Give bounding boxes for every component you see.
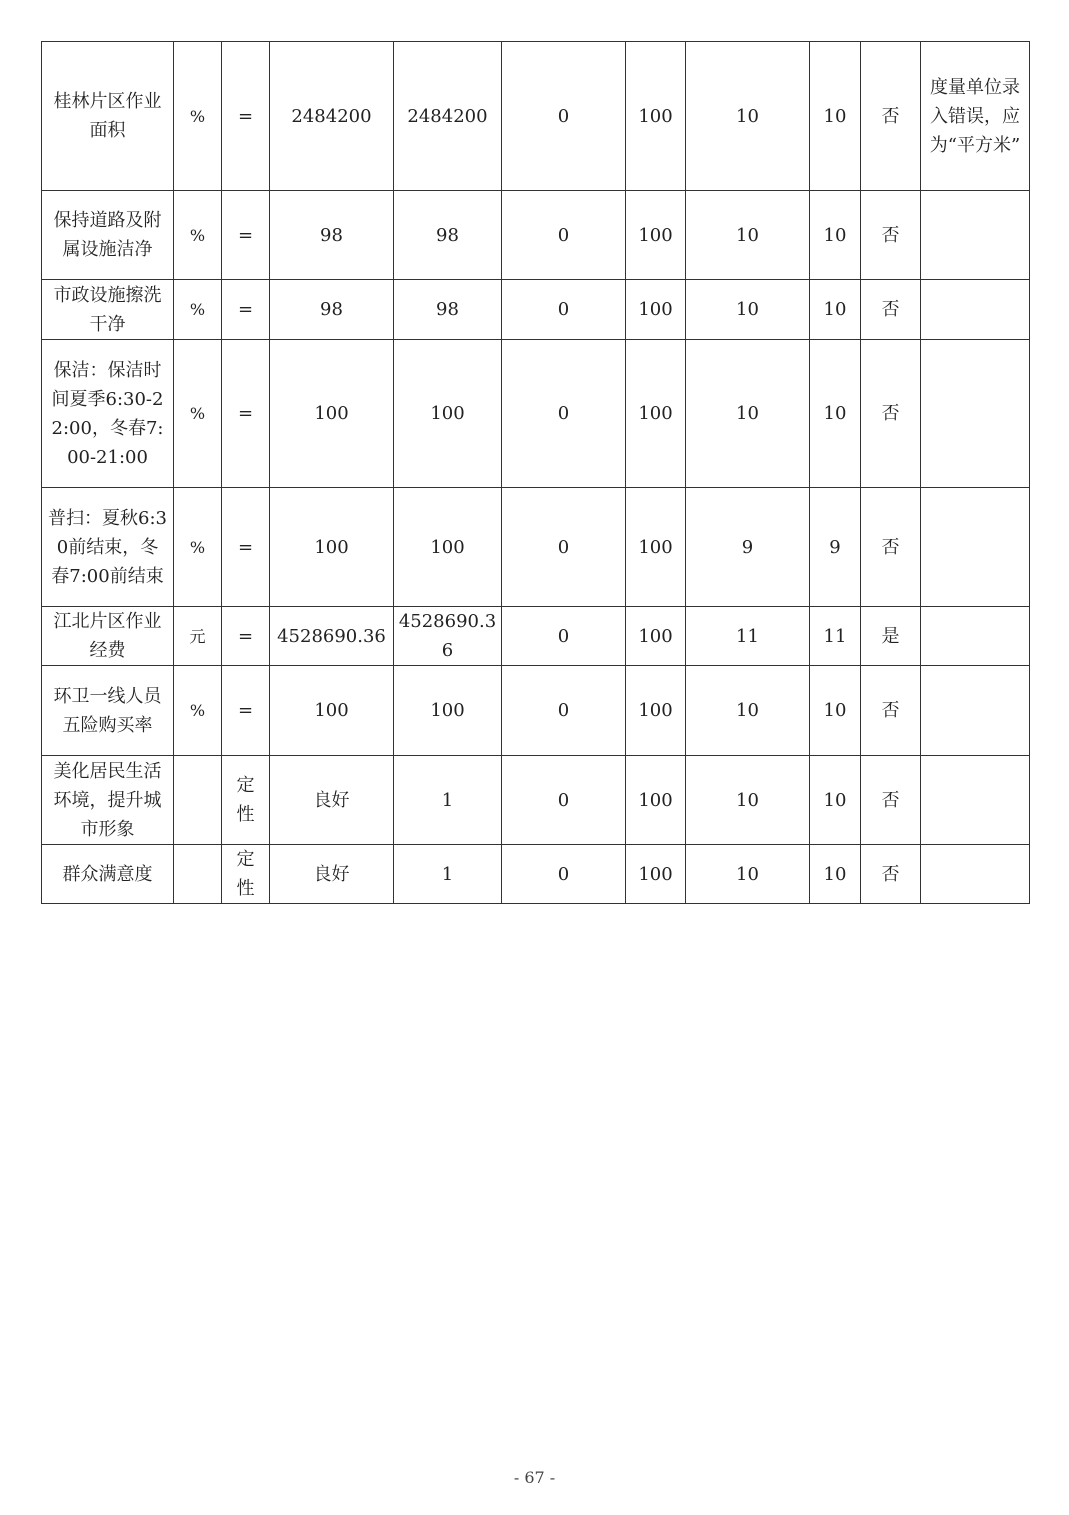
weight-cell: 10: [686, 280, 810, 340]
actual-value-cell: 2484200: [394, 42, 502, 191]
score-cell: 10: [810, 756, 861, 845]
deviation-cell: 0: [502, 488, 626, 607]
target-value-cell: 良好: [270, 845, 394, 904]
score-cell: 10: [810, 340, 861, 488]
completion-rate-cell: 100: [626, 191, 686, 280]
score-cell: 10: [810, 191, 861, 280]
completion-rate-cell: 100: [626, 340, 686, 488]
score-cell: 10: [810, 42, 861, 191]
deviation-cell: 0: [502, 340, 626, 488]
actual-value-cell: 100: [394, 666, 502, 756]
completion-rate-cell: 100: [626, 280, 686, 340]
deviation-cell: 0: [502, 666, 626, 756]
target-value-cell: 100: [270, 340, 394, 488]
weight-cell: 10: [686, 340, 810, 488]
unit-cell: %: [174, 488, 222, 607]
indicator-cell: 环卫一线人员五险购买率: [42, 666, 174, 756]
completion-rate-cell: 100: [626, 666, 686, 756]
unit-cell: %: [174, 191, 222, 280]
indicator-cell: 保洁：保洁时间夏季6:30-22:00，冬春7:00-21:00: [42, 340, 174, 488]
indicator-cell: 桂林片区作业面积: [42, 42, 174, 191]
completion-rate-cell: 100: [626, 488, 686, 607]
score-cell: 9: [810, 488, 861, 607]
weight-cell: 10: [686, 666, 810, 756]
actual-value-cell: 1: [394, 845, 502, 904]
note-cell: [921, 488, 1030, 607]
core-indicator-cell: 否: [861, 280, 921, 340]
symbol-cell: =: [222, 191, 270, 280]
note-cell: [921, 666, 1030, 756]
weight-cell: 10: [686, 845, 810, 904]
deviation-cell: 0: [502, 756, 626, 845]
core-indicator-cell: 否: [861, 191, 921, 280]
table-row: [42, 607, 1030, 666]
indicator-cell: 普扫：夏秋6:30前结束，冬春7:00前结束: [42, 488, 174, 607]
symbol-cell: =: [222, 488, 270, 607]
deviation-cell: 0: [502, 607, 626, 666]
table-row: [42, 340, 1030, 488]
score-cell: 10: [810, 845, 861, 904]
indicator-cell: 市政设施擦洗干净: [42, 280, 174, 340]
symbol-cell: =: [222, 666, 270, 756]
table-row: [42, 42, 1030, 191]
core-indicator-cell: 否: [861, 42, 921, 191]
table-row: [42, 488, 1030, 607]
actual-value-cell: 100: [394, 340, 502, 488]
core-indicator-cell: 否: [861, 340, 921, 488]
unit-cell: 元: [174, 607, 222, 666]
target-value-cell: 100: [270, 488, 394, 607]
deviation-cell: 0: [502, 845, 626, 904]
completion-rate-cell: 100: [626, 42, 686, 191]
score-cell: 10: [810, 666, 861, 756]
unit-cell: [174, 845, 222, 904]
actual-value-cell: 4528690.36: [394, 607, 502, 666]
table-row: [42, 666, 1030, 756]
symbol-cell: =: [222, 607, 270, 666]
core-indicator-cell: 否: [861, 488, 921, 607]
symbol-cell: =: [222, 280, 270, 340]
target-value-cell: 2484200: [270, 42, 394, 191]
symbol-cell: 定性: [222, 845, 270, 904]
table-body: [42, 42, 1030, 904]
symbol-cell: =: [222, 340, 270, 488]
unit-cell: %: [174, 666, 222, 756]
note-cell: 度量单位录入错误，应为“平方米”: [921, 42, 1030, 191]
weight-cell: 10: [686, 191, 810, 280]
core-indicator-cell: 否: [861, 756, 921, 845]
actual-value-cell: 1: [394, 756, 502, 845]
table-row: [42, 280, 1030, 340]
weight-cell: 11: [686, 607, 810, 666]
note-cell: [921, 340, 1030, 488]
indicator-cell: 保持道路及附属设施洁净: [42, 191, 174, 280]
actual-value-cell: 98: [394, 280, 502, 340]
deviation-cell: 0: [502, 42, 626, 191]
target-value-cell: 良好: [270, 756, 394, 845]
unit-cell: %: [174, 42, 222, 191]
target-value-cell: 4528690.36: [270, 607, 394, 666]
unit-cell: %: [174, 280, 222, 340]
weight-cell: 10: [686, 42, 810, 191]
actual-value-cell: 100: [394, 488, 502, 607]
target-value-cell: 100: [270, 666, 394, 756]
score-cell: 10: [810, 280, 861, 340]
indicator-cell: 美化居民生活环境，提升城市形象: [42, 756, 174, 845]
weight-cell: 10: [686, 756, 810, 845]
note-cell: [921, 607, 1030, 666]
unit-cell: [174, 756, 222, 845]
note-cell: [921, 756, 1030, 845]
page-number: - 67 -: [513, 1468, 556, 1487]
core-indicator-cell: 否: [861, 666, 921, 756]
target-value-cell: 98: [270, 191, 394, 280]
indicator-cell: 江北片区作业经费: [42, 607, 174, 666]
indicator-cell: 群众满意度: [42, 845, 174, 904]
target-value-cell: 98: [270, 280, 394, 340]
score-cell: 11: [810, 607, 861, 666]
indicator-table: [41, 41, 1030, 904]
note-cell: [921, 280, 1030, 340]
unit-cell: %: [174, 340, 222, 488]
actual-value-cell: 98: [394, 191, 502, 280]
weight-cell: 9: [686, 488, 810, 607]
deviation-cell: 0: [502, 191, 626, 280]
core-indicator-cell: 否: [861, 845, 921, 904]
completion-rate-cell: 100: [626, 756, 686, 845]
completion-rate-cell: 100: [626, 845, 686, 904]
table-row: [42, 756, 1030, 845]
completion-rate-cell: 100: [626, 607, 686, 666]
table-row: [42, 845, 1030, 904]
symbol-cell: 定性: [222, 756, 270, 845]
table-row: [42, 191, 1030, 280]
deviation-cell: 0: [502, 280, 626, 340]
symbol-cell: =: [222, 42, 270, 191]
note-cell: [921, 191, 1030, 280]
core-indicator-cell: 是: [861, 607, 921, 666]
note-cell: [921, 845, 1030, 904]
